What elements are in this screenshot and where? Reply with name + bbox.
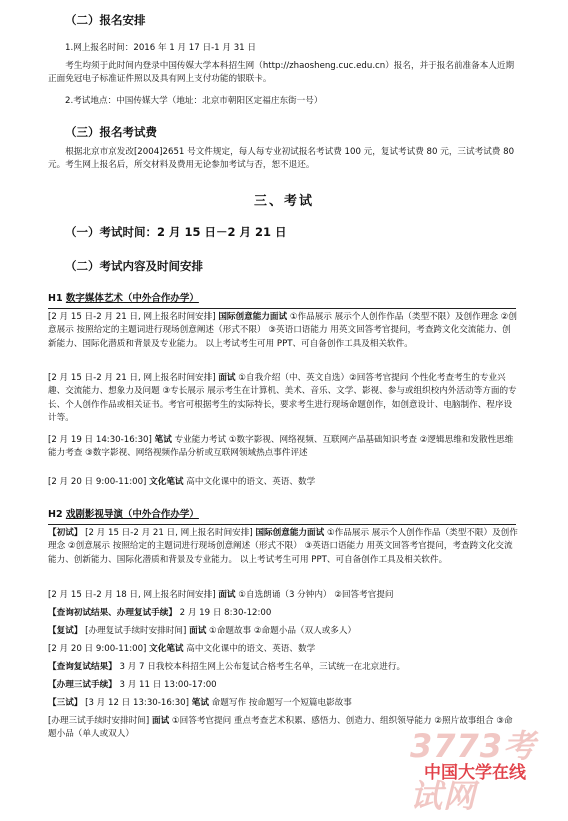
- h2-paragraph-4: [48, 625, 518, 638]
- registration-time: 1.网上报名时间：2016 年 1 月 17 日-1 月 31 日: [65, 43, 256, 53]
- h2-p4-date: [办理复试手续时安排时间]: [85, 626, 187, 636]
- h2-p3-tag: 【查询初试结果、办理复试手续】: [48, 608, 177, 618]
- h2-p6-text: 3 月 7 日我校本科招生网上公布复试合格考生名单，三试统一在北京进行。: [119, 662, 406, 672]
- h2-p9-label: 面试: [151, 716, 170, 726]
- h2-paragraph-2: [48, 589, 518, 602]
- h2-p4-label: 面试: [189, 626, 207, 636]
- h2-paragraph-3: [48, 607, 518, 620]
- h1-p2-label: 面试: [218, 373, 236, 383]
- registration-heading: （二）报名安排: [65, 13, 146, 27]
- h2-title-prefix: H2: [48, 509, 63, 520]
- h2-paragraph-7: [48, 679, 518, 692]
- h2-p5-date: [2 月 20 日 9:00-11:00]: [48, 644, 147, 654]
- h1-paragraph-4: [48, 476, 518, 489]
- registration-description: 考生均须于此时间内登录中国传媒大学本科招生网（http://zhaosheng.cuc.edu.cn）报名，并于报名前准备本人近期正面免冠电子标准证件照以及具有网上支付功能的银联卡。: [48, 61, 515, 85]
- h1-p1-date: [2 月 15 日-2 月 21 日, 网上报名时间安排]: [48, 312, 216, 322]
- h1-p1-label: 国际创意能力面试: [218, 312, 288, 322]
- h2-paragraph-5: [48, 643, 518, 656]
- h2-paragraph-8: [48, 697, 518, 710]
- fee-description: 根据北京市京发改[2004]2651 号文件规定，每人每专业初试报名考试费 100 元，复试考试费 80 元，三试考试费 80 元。考生网上报名后，所交材料及费用无论参加考试与否，恕不退还。: [48, 147, 515, 171]
- h2-p6-tag: 【查询复试结果】: [48, 662, 117, 672]
- h1-divider: [48, 308, 516, 309]
- h1-paragraph-2: [48, 372, 518, 425]
- h1-p4-label: 文化笔试: [149, 477, 184, 487]
- h2-p3-text: 2 月 19 日 8:30-12:00: [179, 608, 272, 618]
- watermark-caption: 中国大学在线: [424, 763, 526, 783]
- h2-p8-label: 笔试: [191, 698, 209, 708]
- exam-time: （一）考试时间：2 月 15 日－2 月 21 日: [65, 225, 287, 239]
- h2-p2-date: [2 月 15 日-2 月 18 日, 网上报名时间安排]: [48, 590, 216, 600]
- h2-title-text: 戏剧影视导演（中外合作办学）: [65, 509, 199, 520]
- h1-paragraph-1: [48, 311, 518, 351]
- h2-p7-text: 3 月 11 日 13:00-17:00: [119, 680, 217, 690]
- h2-p4-text: ①命题故事 ②命题小品（双人或多人）: [209, 626, 357, 636]
- h1-title-prefix: H1: [48, 293, 63, 304]
- h2-p2-text: ①自选朗诵（3 分钟内） ②回答考官提问: [238, 590, 394, 600]
- exam-location: 2.考试地点：中国传媒大学（地址：北京市朝阳区定福庄东街一号）: [65, 96, 323, 106]
- h1-p3-label: 笔试: [154, 435, 172, 445]
- h1-p3-text: 专业能力考试 ①数字影视、网络视频、互联网产品基础知识考查 ②逻辑思维和发散性思维能力考查 ③数字影视、网络视频作品分析或互联网领域热点事件评述: [48, 435, 514, 459]
- h2-p1-tag: 【初试】: [48, 528, 83, 538]
- h2-title: [48, 508, 199, 523]
- h1-paragraph-3: [48, 434, 518, 461]
- h2-p1-text: ①作品展示 展示个人创作作品（类型不限）及创作理念 ②创意展示 按照给定的主题词进行现场创意阐述（形式不限） ③英语口语能力 用英文回答考官提问，考查跨文化交流能力、创新能力、国际化潜质和背景及专业能力。 以上考试考生可用 PPT、可自备创作工具及相关软件。: [48, 528, 518, 565]
- h2-p8-tag: 【三试】: [48, 698, 83, 708]
- h1-p2-text: ①自我介绍（中、英文自选）②回答考官提问 个性化考查考生的专业兴趣、交流能力、想象力及问题 ③专长展示 展示考生在计算机、美术、音乐、文学、影视、参与或组织校内外活动等方面的专长、个人创作作品或相关证书。考官可根据考生的实际特长，要求考生进行现场命题创作，如创意设计、电脑制作、程序设计等。: [48, 373, 517, 423]
- h2-p4-tag: 【复试】: [48, 626, 83, 636]
- h2-p7-tag: 【办理三试手续】: [48, 680, 117, 690]
- h1-p2-date: [2 月 15 日-2 月 21 日, 网上报名时间安排]: [48, 373, 216, 383]
- h2-p9-text: ①回答考官提问 重点考查艺术积累、感悟力、创造力、组织领导能力 ②照片故事组合 ③命题小品（单人或双人）: [48, 716, 513, 740]
- h2-p5-label: 文化笔试: [149, 644, 184, 654]
- h2-p2-label: 面试: [218, 590, 236, 600]
- exam-content-heading: （二）考试内容及时间安排: [65, 259, 203, 273]
- h1-title: [48, 292, 199, 307]
- watermark-site-logo: 3773考试网: [410, 727, 537, 815]
- h2-paragraph-6: [48, 661, 518, 674]
- h2-p1-date: [2 月 15 日-2 月 21 日, 网上报名时间安排]: [85, 528, 253, 538]
- h1-p3-date: [2 月 19 日 14:30-16:30]: [48, 435, 152, 445]
- h2-paragraph-1: [48, 527, 518, 567]
- h2-divider: [48, 524, 516, 525]
- exam-heading: 三、考试: [253, 194, 314, 209]
- h1-p1-text: ①作品展示 展示个人创作作品（类型不限）及创作理念 ②创意展示 按照给定的主题词进行现场创意阐述（形式不限） ③英语口语能力 用英文回答考官提问，考查跨文化交流能力、创新能力、国际化潜质和背景及专业能力。 以上考试考生可用 PPT、可自备创作工具及相关软件。: [48, 312, 517, 349]
- h1-p4-text: 高中文化课中的语文、英语、数学: [186, 477, 316, 487]
- h2-p9-date: [办理三试手续时安排时间]: [48, 716, 150, 726]
- h2-p8-text: 命题写作 按命题写一个短篇电影故事: [211, 698, 352, 708]
- h2-p5-text: 高中文化课中的语文、英语、数学: [186, 644, 316, 654]
- h2-p8-date: [3 月 12 日 13:30-16:30]: [85, 698, 189, 708]
- h1-p4-date: [2 月 20 日 9:00-11:00]: [48, 477, 147, 487]
- h2-p1-label: 国际创意能力面试: [255, 528, 325, 538]
- h1-title-text: 数字媒体艺术（中外合作办学）: [65, 293, 199, 304]
- fee-heading: （三）报名考试费: [65, 125, 157, 139]
